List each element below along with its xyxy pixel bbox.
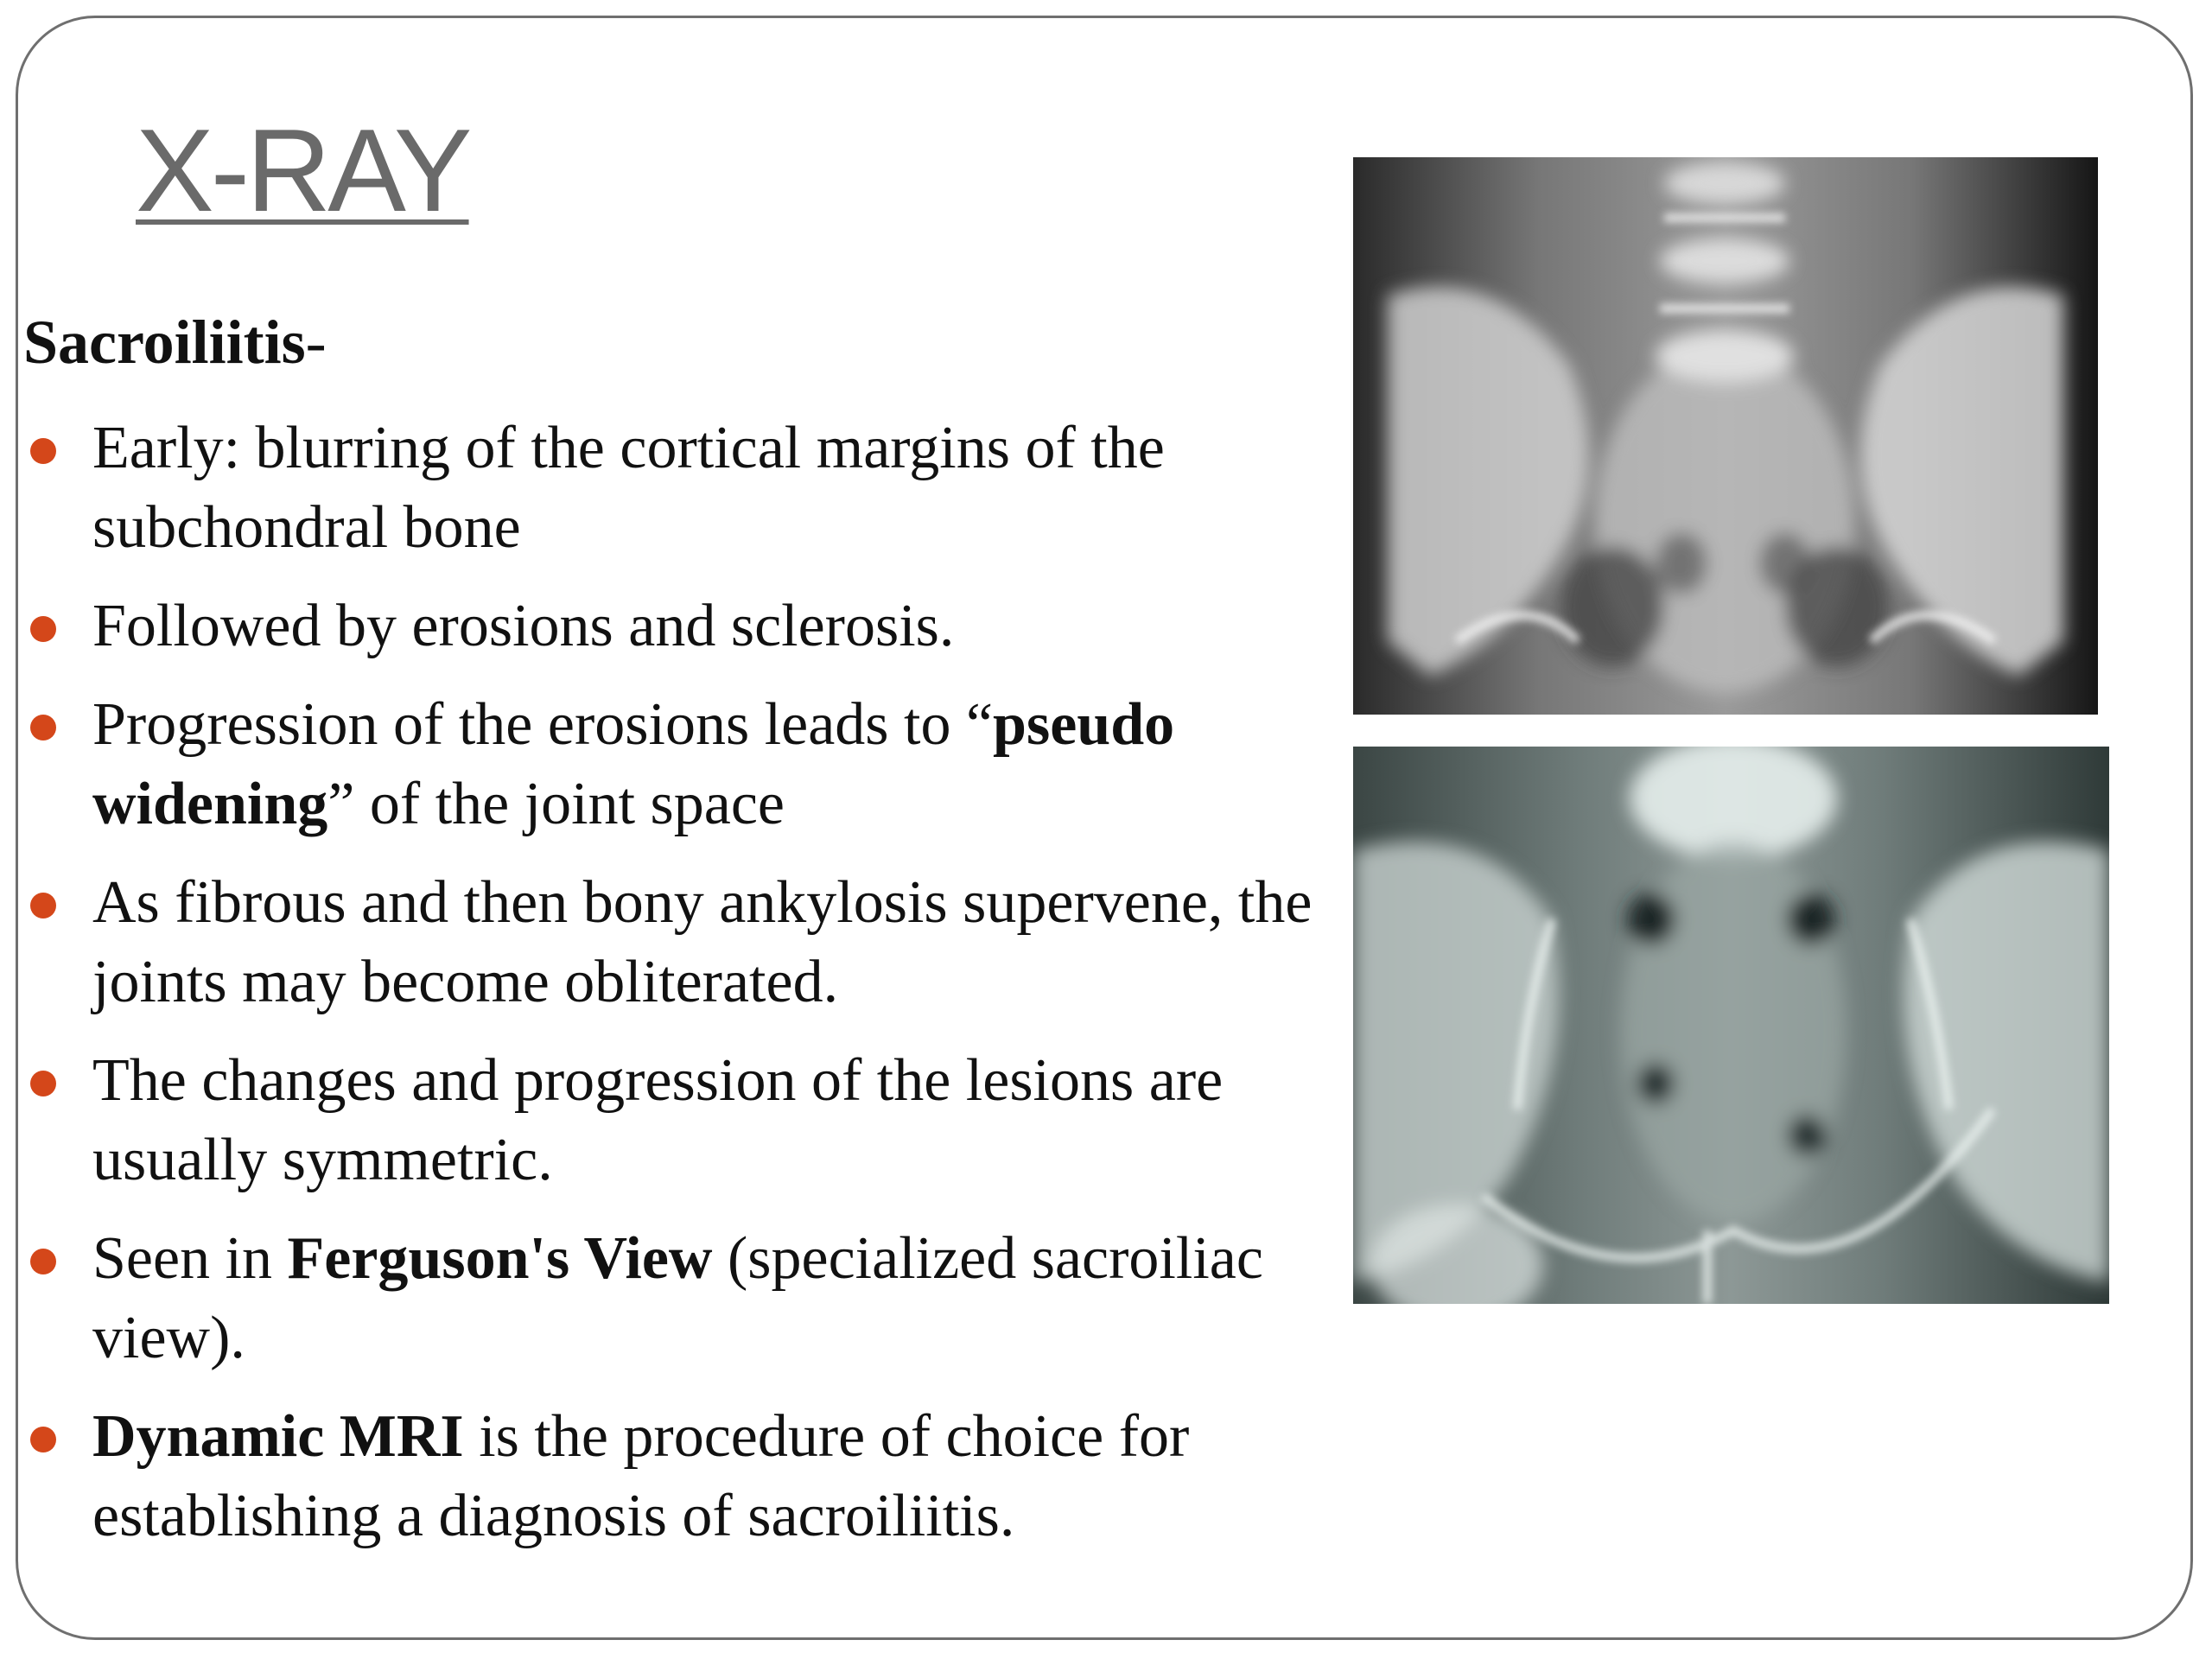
bullet-dot-icon bbox=[30, 1427, 56, 1452]
bullet-dot-icon bbox=[30, 616, 56, 642]
slide-title: X-RAY bbox=[136, 105, 469, 236]
bullet-text-bold: Ferguson's View bbox=[287, 1225, 713, 1292]
bullet-text: Early: blurring of the cortical margins of the subchondral bone bbox=[92, 415, 1165, 561]
bullet-text-bold: Dynamic MRI bbox=[92, 1403, 464, 1470]
bullet-item bbox=[23, 1219, 1319, 1378]
xray-image-bottom bbox=[1353, 747, 2109, 1304]
slide-body bbox=[23, 295, 1319, 1556]
bullet-text: Followed by erosions and sclerosis. bbox=[92, 593, 955, 659]
bullet-text: ” of the joint space bbox=[327, 771, 785, 837]
bullet-text-bold: pseudo widening bbox=[92, 691, 1175, 837]
bullet-list bbox=[23, 409, 1319, 1556]
bullet-dot-icon bbox=[30, 715, 56, 741]
bullet-dot-icon bbox=[30, 1071, 56, 1096]
bullet-dot-icon bbox=[30, 1249, 56, 1274]
bullet-item bbox=[23, 409, 1319, 568]
bullet-text: Progression of the erosions leads to “ bbox=[92, 691, 994, 758]
slide bbox=[16, 16, 2193, 1640]
bullet-text: The changes and progression of the lesions are usually symmetric. bbox=[92, 1047, 1224, 1193]
bullet-text: Seen in bbox=[92, 1225, 288, 1292]
subhead-suffix: - bbox=[305, 308, 327, 377]
bullet-item bbox=[23, 587, 1319, 666]
bullet-text: (specialized sacroiliac view). bbox=[92, 1225, 1263, 1371]
bullet-item bbox=[23, 1041, 1319, 1200]
bullet-dot-icon bbox=[30, 893, 56, 918]
xray-image-top bbox=[1353, 157, 2098, 715]
subhead bbox=[23, 295, 1319, 390]
bullet-dot-icon bbox=[30, 438, 56, 464]
bullet-text: As fibrous and then bony ankylosis supervene, the joints may become obliterated. bbox=[92, 869, 1313, 1015]
subhead-bold: Sacroiliitis bbox=[23, 308, 306, 377]
bullet-item bbox=[23, 1397, 1319, 1556]
bullet-item bbox=[23, 685, 1319, 844]
bullet-text: is the procedure of choice for establishing a diagnosis of sacroiliitis. bbox=[92, 1403, 1190, 1549]
bullet-item bbox=[23, 863, 1319, 1022]
